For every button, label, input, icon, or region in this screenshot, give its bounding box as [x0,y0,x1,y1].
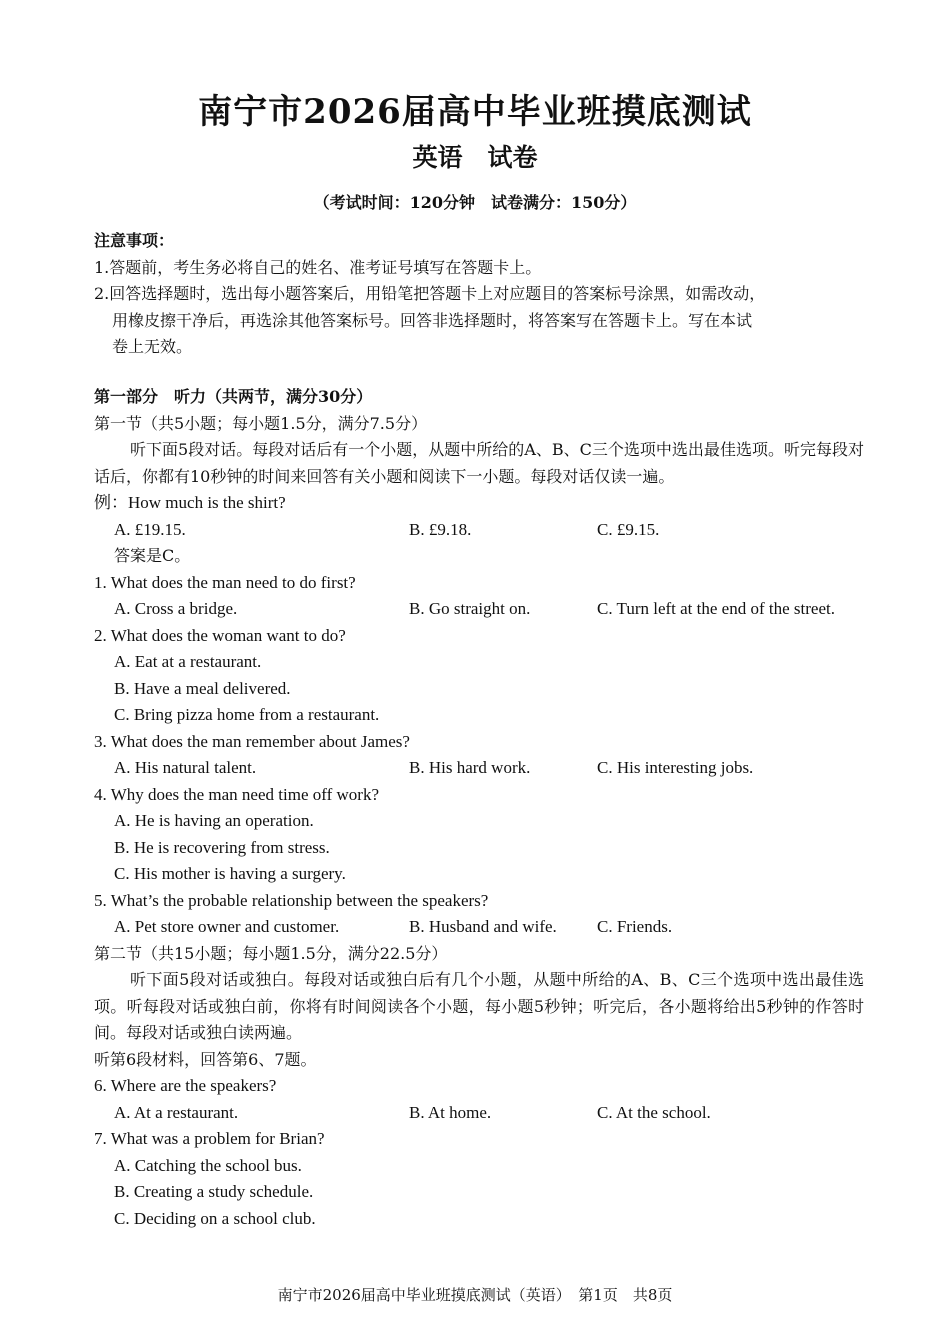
question-3-options [94,755,864,782]
q1-option-a: A. Cross a bridge. [114,599,238,618]
q3-option-b: B. His hard work. [409,758,531,777]
page-subtitle: 英语 试卷 [412,143,538,172]
q1-option-c: C. Turn left at the end of the street. [597,599,835,618]
question-2: 2. What does the woman want to do? [94,625,346,645]
q6-option-b: B. At home. [409,1102,492,1122]
q5-option-b: B. Husband and wife. [409,917,557,936]
part1-heading: 第一部分 听力（共两节，满分30分） [94,387,373,406]
question-4: 4. Why does the man need time off work? [94,784,379,804]
section1-heading: 第一节（共5小题；每小题1.5分，满分7.5分） [94,413,428,433]
section2-heading: 第二节（共15小题；每小题1.5分，满分22.5分） [94,943,448,963]
q5-option-c: C. Friends. [597,917,673,936]
q7-option-a: A. Catching the school bus. [114,1155,302,1175]
section2-instructions: 听下面5段对话或独白。每段对话或独白后有几个小题，从题中所给的A、B、C三个选项中选出最佳选项。听每段对话或独白前，你将有时间阅读各个小题，每小题5秒钟；听完后，各小题将给出5秒钟的作答时间。每段对话或独白读两遍。 [94,970,864,1042]
q7-option-c: C. Deciding on a school club. [114,1208,316,1228]
notice-section [94,228,864,361]
example-option-c: C. £9.15. [597,519,660,539]
q2-option-c: C. Bring pizza home from a restaurant. [114,705,380,724]
q5-option-a: A. Pet store owner and customer. [114,917,340,936]
question-5-options [94,914,864,941]
question-5: 5. What’s the probable relationship between the speakers? [94,890,489,910]
q3-option-c: C. His interesting jobs. [597,758,754,777]
section1-instructions: 听下面5段对话。每段对话后有一个小题，从题中所给的A、B、C三个选项中选出最佳选项。听完每段对话后，你都有10秒钟的时间来回答有关小题和阅读下一小题。每段对话仅读一遍。 [94,440,864,486]
question-7: 7. What was a problem for Brian? [94,1129,325,1148]
question-3: 3. What does the man remember about James? [94,731,410,751]
example-options [94,517,864,544]
q2-option-b: B. Have a meal delivered. [114,678,291,698]
question-1-options [94,596,864,623]
notice-item-1: 1.答题前，考生务必将自己的姓名、准考证号填写在答题卡上。 [94,257,542,277]
example-option-a: A. £19.15. [114,519,186,539]
q4-option-b: B. He is recovering from stress. [114,837,330,857]
q3-option-a: A. His natural talent. [114,758,257,777]
question-6-options [94,1100,864,1127]
notice-item-2-line-2: 用橡皮擦干净后，再选涂其他答案标号。回答非选择题时，将答案写在答题卡上。写在本试 [112,310,753,330]
q1-option-b: B. Go straight on. [409,599,531,618]
q6-option-c: C. At the school. [597,1102,711,1122]
notice-item-2-line-1: 2.回答选择题时，选出每小题答案后，用铅笔把答题卡上对应题目的答案标号涂黑，如需改动， [94,284,766,303]
notice-heading: 注意事项： [94,231,175,250]
notice-item-2-line-3: 卷上无效。 [112,337,193,356]
exam-info: （考试时间：120分钟 试卷满分：150分） [313,193,637,212]
q4-option-c: C. His mother is having a surgery. [114,864,346,883]
q4-option-a: A. He is having an operation. [114,811,314,830]
q2-option-a: A. Eat at a restaurant. [114,652,262,671]
example-question: 例：How much is the shirt? [94,493,286,512]
question-1: 1. What does the man need to do first? [94,572,356,592]
material-6-label: 听第6段材料，回答第6、7题。 [94,1049,317,1069]
page-title: 南宁市2026届高中毕业班摸底测试 [198,92,752,132]
page-footer: 南宁市2026届高中毕业班摸底测试（英语） 第1页 共8页 [277,1286,673,1304]
part1-section [94,384,864,1232]
example-option-b: B. £9.18. [409,519,472,539]
q6-option-a: A. At a restaurant. [114,1102,239,1122]
q7-option-b: B. Creating a study schedule. [114,1182,314,1201]
question-6: 6. Where are the speakers? [94,1076,277,1095]
example-answer: 答案是C。 [114,546,191,565]
